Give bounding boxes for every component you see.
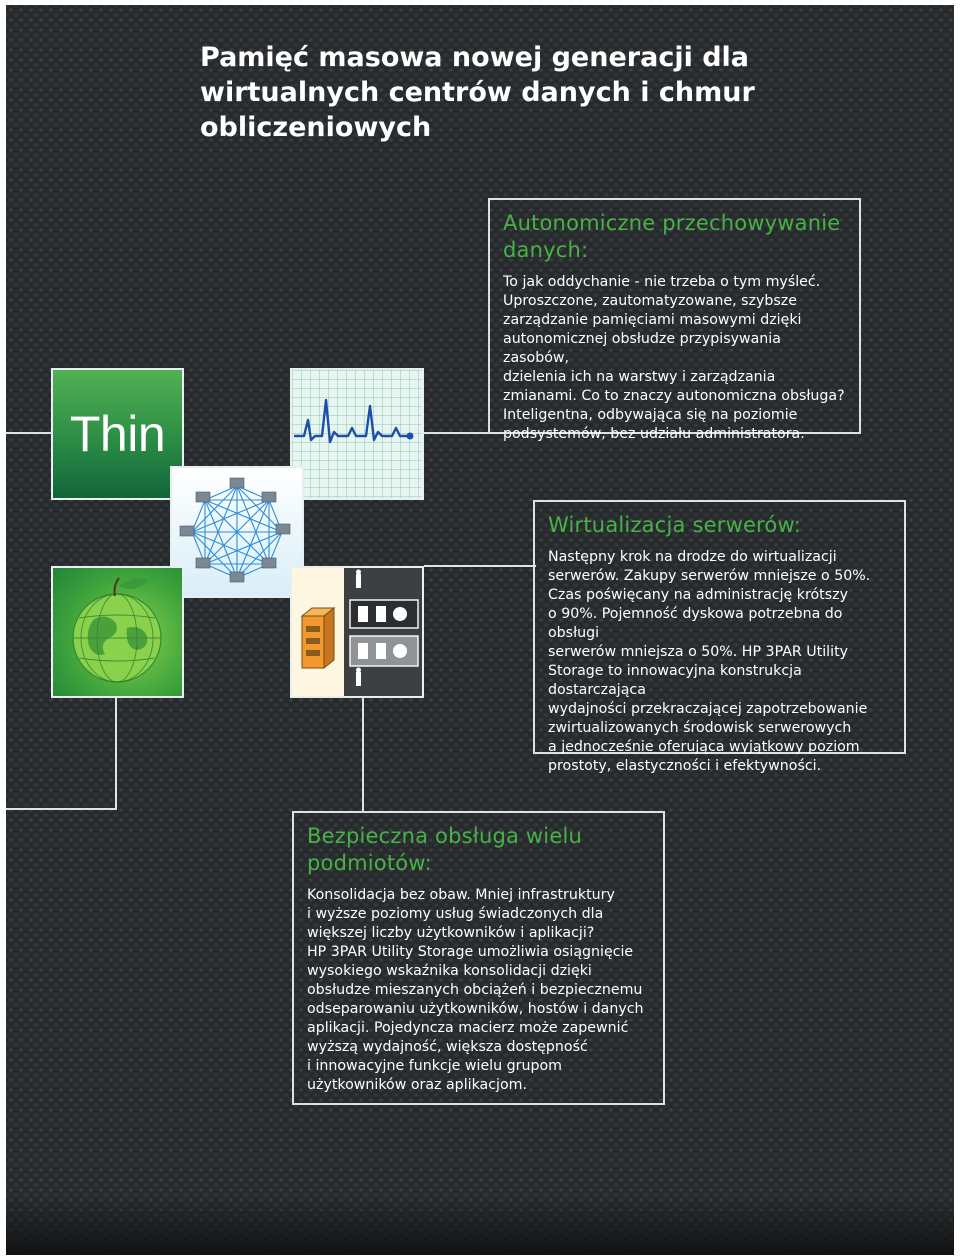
section-title: Bezpieczna obsługa wielu podmiotów: xyxy=(307,824,583,875)
globe-tile xyxy=(51,566,184,698)
section-body: Następny krok na drodze do wirtualizacji serwerów. Zakupy serwerów mniejsze o 50%. Czas poświęcany na administrację krótszy o 90%. Pojemność dyskowa potrzebna do obsługi serwerów mniejsza o 50%. HP 3PAR Utility Storage to innowacyjna konstrukcja dostarczająca wydajności przekraczającej zapotrzebowanie zwirtualizowanych środowisk serwerowych a jednocześnie oferująca wyjątkowy poziom prostoty, elastyczności i efektywności. xyxy=(548,549,871,774)
connector-line-vertical-left xyxy=(115,698,117,810)
thin-tile xyxy=(51,368,184,500)
server-rack-icon xyxy=(292,568,422,696)
globe-apple-icon xyxy=(53,568,182,696)
section-autonomic-storage xyxy=(488,198,861,442)
section-body: To jak oddychanie - nie trzeba o tym myśleć. Uproszczone, zautomatyzowane, szybsze zarządzanie pamięciami masowymi dzięki autonomicznej obsłudze przypisywania zasobów, dzielenia ich na warstwy i zarządzania zmianami. Co to znaczy autonomiczna obsługa? Inteligentna, odbywająca się na poziomie podsystemów, bez udziału administratora. xyxy=(503,274,845,442)
connector-line-to-box-2 xyxy=(424,565,536,567)
section-body: Konsolidacja bez obaw. Mniej infrastruktury i wyższe poziomy usług świadczonych dla większej liczby użytkowników i aplikacji? HP 3PAR Utility Storage umożliwia osiągnięcie wysokiego wskaźnika konsolidacji dzięki obsłudze mieszanych obciążeń i bezpiecznemu odseparowaniu użytkowników, hostów i danych aplikacji. Pojedyncza macierz może zapewnić wyższą wydajność, większa dostępność i innowacyjne funkcje wielu grupom użytkowników oraz aplikacjom. xyxy=(307,887,644,1093)
section-server-virtualization xyxy=(533,500,906,774)
connector-line-left-top xyxy=(6,432,52,434)
heartbeat-tile xyxy=(290,368,424,500)
connector-line-vertical-mid xyxy=(362,698,364,812)
connector-line-tile-to-box-1 xyxy=(424,432,490,434)
heartbeat-icon xyxy=(292,370,422,498)
network-mesh-icon xyxy=(172,468,302,596)
section-title: Wirtualizacja serwerów: xyxy=(548,513,801,537)
network-mesh-tile xyxy=(170,466,304,598)
thin-label: Thin xyxy=(69,406,166,462)
section-title: Autonomiczne przechowywanie danych: xyxy=(503,211,841,262)
server-rack-tile xyxy=(290,566,424,698)
section-multi-tenancy xyxy=(292,811,665,1105)
connector-line-bottom-left xyxy=(6,808,117,810)
page-title: Pamięć masowa nowej generacji dla wirtualnych centrów danych i chmur obliczeniowych xyxy=(200,42,755,143)
